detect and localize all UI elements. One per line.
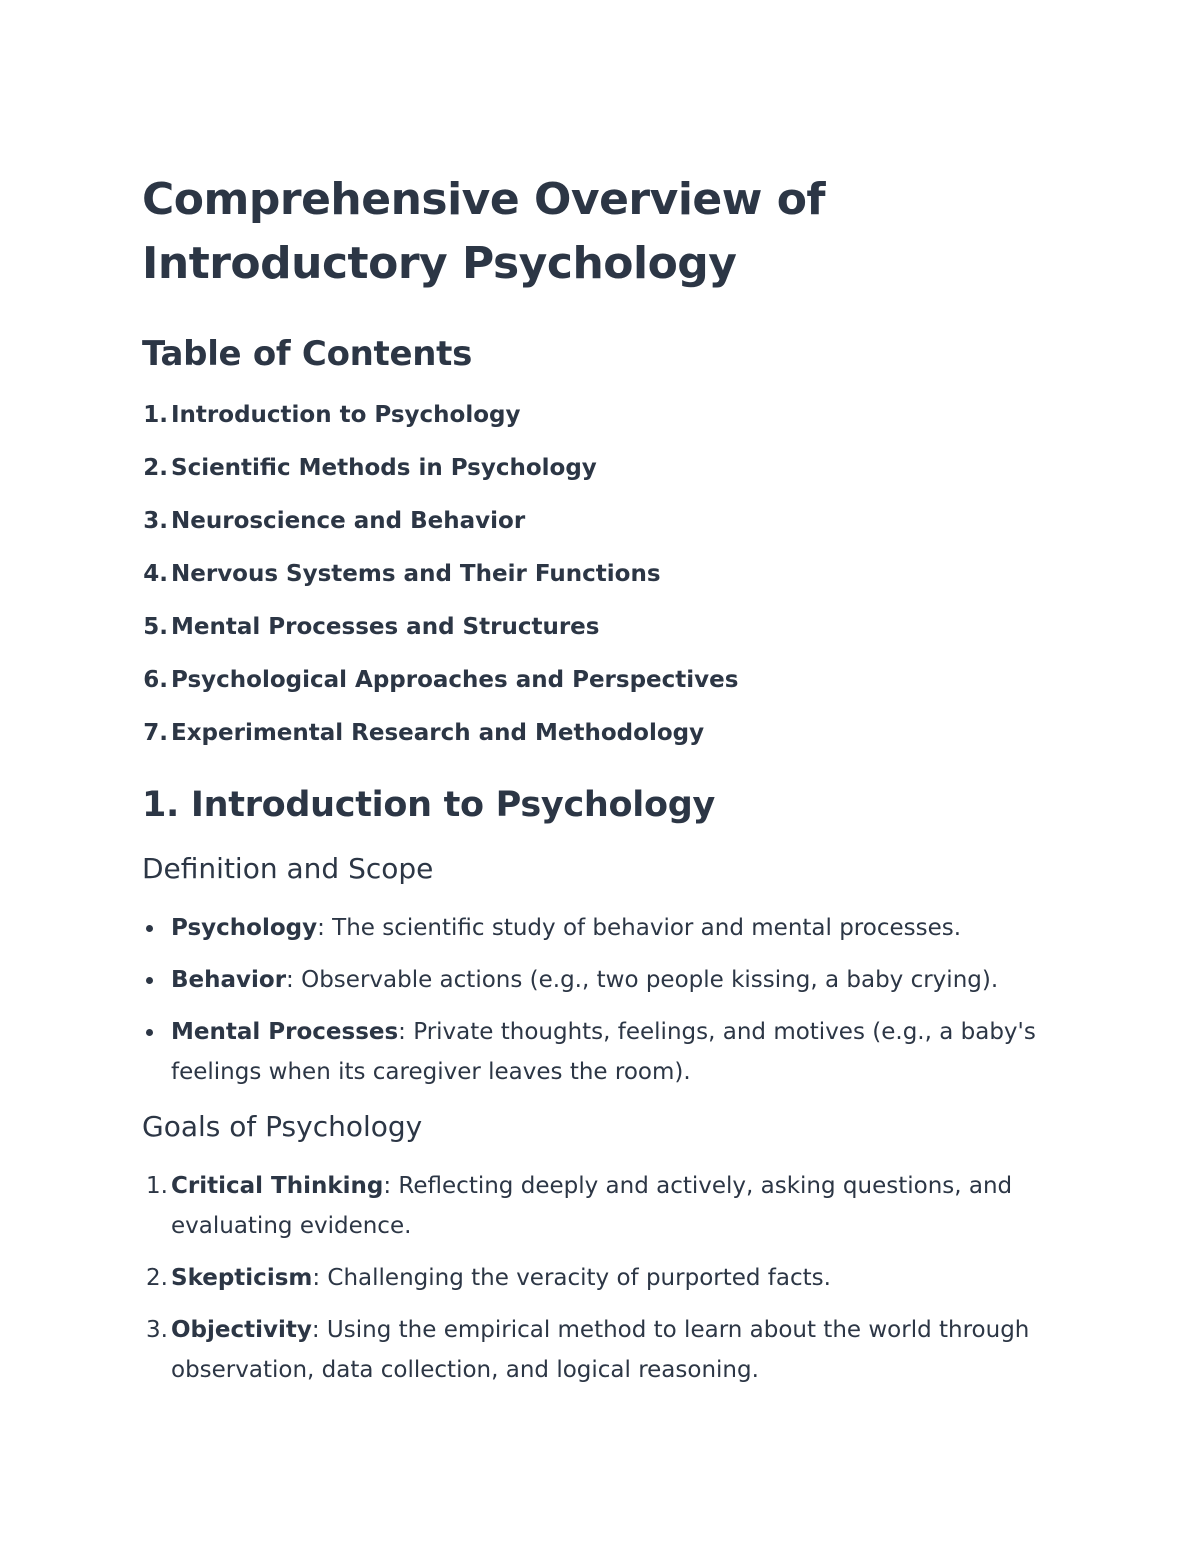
toc-item-number: 4. xyxy=(143,561,168,587)
toc-item-number: 1. xyxy=(143,402,168,428)
toc-item-label: Nervous Systems and Their Functions xyxy=(171,561,661,587)
toc-list xyxy=(142,400,1062,748)
bullet-icon xyxy=(146,977,153,984)
list-item xyxy=(142,960,1062,1000)
list-item xyxy=(142,1310,1062,1390)
goal-number: 1. xyxy=(146,1173,168,1199)
term: Skepticism xyxy=(171,1265,313,1291)
toc-item-label: Psychological Approaches and Perspectives xyxy=(171,667,739,693)
toc-item[interactable] xyxy=(142,506,1062,536)
goals-list xyxy=(142,1166,1062,1390)
term-separator: : xyxy=(317,915,325,941)
toc-item[interactable] xyxy=(142,453,1062,483)
bullet-icon xyxy=(146,925,153,932)
goal-text: Using the empirical method to learn about the world through observation, data collection, and logical reasoning. xyxy=(171,1317,1030,1383)
definition-list xyxy=(142,908,1062,1092)
toc-item[interactable] xyxy=(142,612,1062,642)
toc-item-number: 3. xyxy=(143,508,168,534)
toc-item-label: Neuroscience and Behavior xyxy=(171,508,526,534)
toc-item-number: 2. xyxy=(143,455,168,481)
toc-item-number: 7. xyxy=(143,720,168,746)
term-separator: : xyxy=(311,1317,320,1343)
document-title: Comprehensive Overview of Introductory Psychology xyxy=(142,174,826,289)
toc-item-label: Scientific Methods in Psychology xyxy=(171,455,597,481)
toc-item[interactable] xyxy=(142,718,1062,748)
toc-item-label: Experimental Research and Methodology xyxy=(171,720,705,746)
goals-subheading: Goals of Psychology xyxy=(142,1110,423,1143)
term-separator: : xyxy=(286,967,294,993)
toc-item[interactable] xyxy=(142,400,1062,430)
toc-item[interactable] xyxy=(142,559,1062,589)
term: Objectivity xyxy=(171,1317,312,1343)
goal-number: 3. xyxy=(146,1317,168,1343)
term-separator: : xyxy=(383,1173,392,1199)
document-page xyxy=(142,168,1062,1390)
goal-number: 2. xyxy=(146,1265,168,1291)
toc-item-number: 5. xyxy=(143,614,168,640)
goal-text: Challenging the veracity of purported facts. xyxy=(320,1265,831,1291)
toc-item-number: 6. xyxy=(143,667,168,693)
toc-item-label: Introduction to Psychology xyxy=(171,402,521,428)
term: Behavior xyxy=(171,967,287,993)
list-item xyxy=(142,1012,1062,1092)
section-heading: 1. Introduction to Psychology xyxy=(142,785,715,825)
goal-text: Reflecting deeply and actively, asking questions, and evaluating evidence. xyxy=(171,1173,1013,1239)
definition-text: Observable actions (e.g., two people kissing, a baby crying). xyxy=(293,967,999,993)
term-separator: : xyxy=(312,1265,321,1291)
list-item xyxy=(142,1258,1062,1298)
list-item xyxy=(142,1166,1062,1246)
bullet-icon xyxy=(146,1029,153,1036)
list-item xyxy=(142,908,1062,948)
toc-item-label: Mental Processes and Structures xyxy=(171,614,600,640)
term-separator: : xyxy=(398,1019,406,1045)
term: Critical Thinking xyxy=(171,1173,384,1199)
definition-text: The scientific study of behavior and mental processes. xyxy=(324,915,962,941)
term: Psychology xyxy=(171,915,318,941)
toc-item[interactable] xyxy=(142,665,1062,695)
toc-heading: Table of Contents xyxy=(142,334,473,374)
term: Mental Processes xyxy=(171,1019,399,1045)
definition-subheading: Definition and Scope xyxy=(142,852,434,885)
definition-text: Private thoughts, feelings, and motives (e.g., a baby's feelings when its caregiver leaves the room). xyxy=(171,1019,1036,1085)
